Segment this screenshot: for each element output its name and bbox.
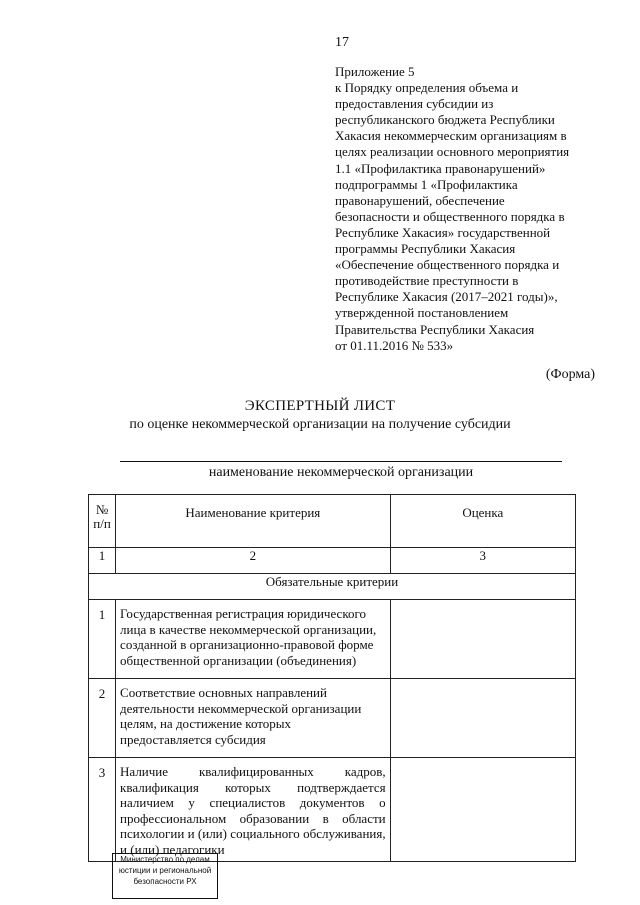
header-criterion-name: Наименование критерия	[116, 495, 391, 548]
form-label: (Форма)	[545, 367, 595, 382]
appendix-line: предоставления субсидии из	[335, 96, 494, 112]
appendix-line: противодействие преступности в	[335, 273, 519, 289]
score-cell[interactable]	[390, 758, 575, 862]
table-row	[89, 600, 576, 679]
row-number: 3	[89, 758, 116, 862]
criteria-table	[88, 494, 576, 862]
score-cell[interactable]	[390, 679, 575, 758]
appendix-line: целях реализации основного мероприятия	[335, 144, 570, 160]
appendix-line: к Порядку определения объема и	[335, 80, 519, 96]
appendix-line: Хакасия некоммерческим организациям в	[335, 128, 567, 144]
appendix-line: Республике Хакасия» государственной	[335, 224, 551, 240]
column-index: 3	[390, 548, 575, 574]
appendix-line: утвержденной постановлением	[335, 305, 509, 321]
appendix-line: Приложение 5	[335, 64, 415, 79]
appendix-line: от 01.11.2016 № 533»	[335, 337, 454, 353]
appendix-line: правонарушений, обеспечение	[335, 192, 505, 208]
appendix-line: безопасности и общественного порядка в	[335, 208, 565, 224]
column-index-row	[89, 548, 576, 574]
table-row	[89, 679, 576, 758]
row-number: 1	[89, 600, 116, 679]
header-score: Оценка	[390, 495, 575, 548]
stamp-line: Министерство по делам	[120, 855, 210, 864]
organization-name-caption: наименование некоммерческой организации	[208, 465, 474, 480]
appendix-line: республиканского бюджета Республики	[335, 112, 555, 128]
header-number-abbr: п/п	[93, 516, 111, 531]
table-header-row	[89, 495, 576, 548]
organization-name-line	[120, 461, 562, 462]
stamp-line: юстиции и региональной	[118, 866, 212, 875]
column-index: 2	[116, 548, 391, 574]
appendix-line: Республике Хакасия (2017–2021 годы)»,	[335, 289, 558, 305]
row-number: 2	[89, 679, 116, 758]
table-row	[89, 758, 576, 862]
score-cell[interactable]	[390, 600, 575, 679]
criterion-text: Наличие квалифицированных кадров, квалификация которых подтверждается наличием у специалистов документов о профессиональном образовании в области психологии и (или) социального обслуживания, и (или) педагогики	[116, 758, 391, 862]
document-subtitle: по оценке некоммерческой организации на получение субсидии	[129, 417, 511, 432]
section-row	[89, 574, 576, 600]
header-number-cell	[89, 495, 116, 548]
appendix-line: «Обеспечение общественного порядка и	[335, 257, 560, 273]
stamp-line: безопасности РХ	[133, 877, 197, 886]
appendix-line: Правительства Республики Хакасия	[335, 321, 535, 337]
appendix-header	[335, 64, 597, 354]
column-index: 1	[89, 548, 116, 574]
criterion-text: Государственная регистрация юридического лица в качестве некоммерческой организации, созданной в организационно-правовой форме общественной организации (объединения)	[116, 600, 391, 679]
page-number: 17	[335, 35, 349, 50]
appendix-line: подпрограммы 1 «Профилактика	[335, 176, 518, 192]
appendix-line: 1.1 «Профилактика правонарушений»	[335, 160, 546, 176]
section-title: Обязательные критерии	[89, 574, 576, 600]
document-title: ЭКСПЕРТНЫЙ ЛИСТ	[244, 398, 396, 414]
ministry-stamp	[112, 853, 218, 899]
appendix-line: программы Республики Хакасия	[335, 241, 516, 257]
header-number-symbol: №	[95, 502, 109, 517]
criterion-text: Соответствие основных направлений деятельности некоммерческой организации целям, на достижение которых предоставляется субсидия	[116, 679, 391, 758]
